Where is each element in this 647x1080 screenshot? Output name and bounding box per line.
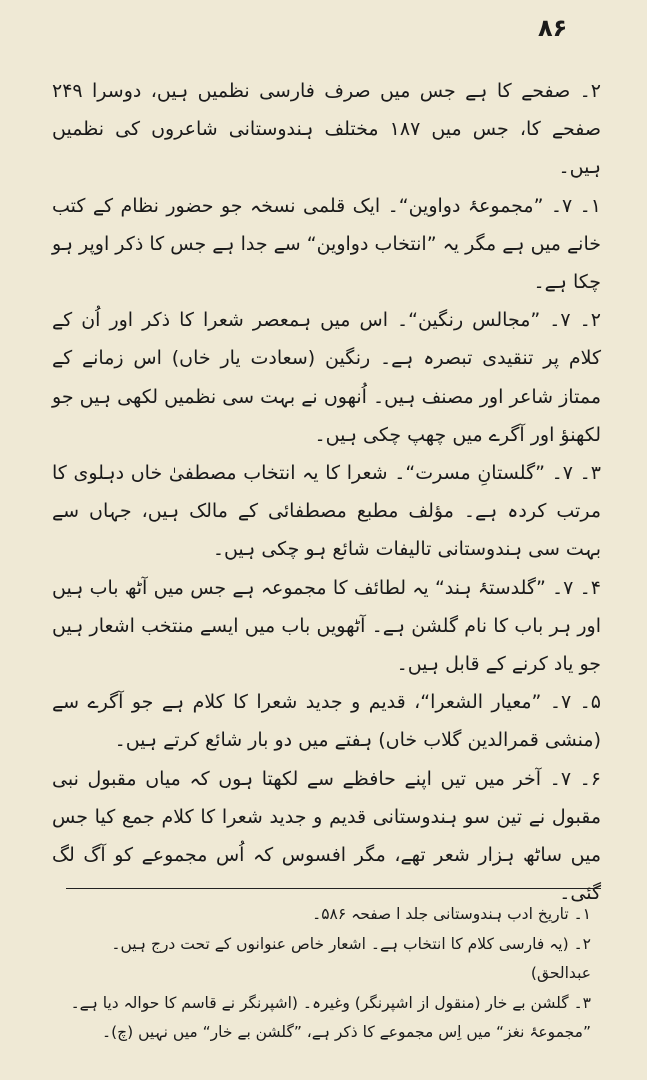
footnote: ۳۔ گلشن بے خار (منقول از اشپرنگر) وغیرہ۔ (اشپرنگر نے قاسم کا حوالہ دیا ہے۔ ”مجموعۂ نغز“ میں اِس مجموعے کا ذکر ہے، ”گلشن بے خار“ میں نہیں (چ)۔ bbox=[70, 993, 591, 1041]
paragraph: ۳۔ ۷۔ ”گلستانِ مسرت“۔ شعرا کا یہ انتخاب مصطفیٰ خاں دہلوی کا مرتب کردہ ہے۔ مؤلف مطبع مصطفائی کے مالک ہیں، جہاں سے بہت سی ہندوستانی تالیفات شائع ہو چکی ہیں۔ bbox=[52, 462, 601, 561]
footnote-divider bbox=[66, 888, 601, 889]
footnote: ۱۔ تاریخ ادب ہندوستانی جلد ا صفحہ ۵۸۶۔ bbox=[312, 905, 591, 923]
footnote: ۲۔ (یہ فارسی کلام کا انتخاب ہے۔ اشعار خاص عنوانوں کے تحت درج ہیں۔ عبدالحق) bbox=[111, 934, 591, 982]
paragraph: ۶۔ ۷۔ آخر میں تیں اپنے حافظے سے لکھتا ہوں کہ میاں مقبول نبی مقبول نے تین سو ہندوستانی قدیم و جدید شعرا کا کلام جمع کیا جس میں ساٹھ ہزار شعر تھے، مگر افسوس کہ اُس مجموعے کو آگ لگ گئی۔ bbox=[52, 767, 601, 905]
paragraph: ۲۔ ۷۔ ”مجالس رنگین“۔ اس میں ہمعصر شعرا کا ذکر اور اُن کے کلام پر تنقیدی تبصرہ ہے۔ رنگین (سعادت یار خاں) اس زمانے کے ممتاز شاعر اور مصنف ہیں۔ اُنھوں نے بہت سی نظمیں لکھی ہیں جو لکھنؤ اور آگرے میں چھپ چکی ہیں۔ bbox=[52, 309, 601, 446]
paragraph: ۴۔ ۷۔ ”گلدستۂ ہند“ یہ لطائف کا مجموعہ ہے جس میں آٹھ باب ہیں اور ہر باب کا نام گلشن ہے۔ آٹھویں باب میں ایسے منتخب اشعار ہیں جو یاد کرنے کے قابل ہیں۔ bbox=[52, 576, 601, 676]
footnotes bbox=[56, 900, 591, 1048]
page-number: ۸۶ bbox=[538, 14, 568, 42]
paragraph: ۲۔ صفحے کا ہے جس میں صرف فارسی نظمیں ہیں، دوسرا ۲۴۹ صفحے کا، جس میں ۱۸۷ مختلف ہندوستانی شاعروں کی نظمیں ہیں۔ bbox=[52, 80, 602, 179]
paragraph: ۱۔ ۷۔ ”مجموعۂ دواوین“۔ ایک قلمی نسخہ جو حضور نظام کے کتب خانے میں ہے مگر یہ ”انتخاب دواوین“ سے جدا ہے جس کا ذکر اوپر ہو چکا ہے۔ bbox=[52, 194, 601, 294]
main-text bbox=[52, 72, 601, 912]
paragraph: ۵۔ ۷۔ ”معیار الشعرا“، قدیم و جدید شعرا کا کلام ہے جو آگرے سے (منشی قمرالدین گلاب خاں) ہفتے میں دو بار شائع کرتے ہیں۔ bbox=[52, 691, 601, 752]
